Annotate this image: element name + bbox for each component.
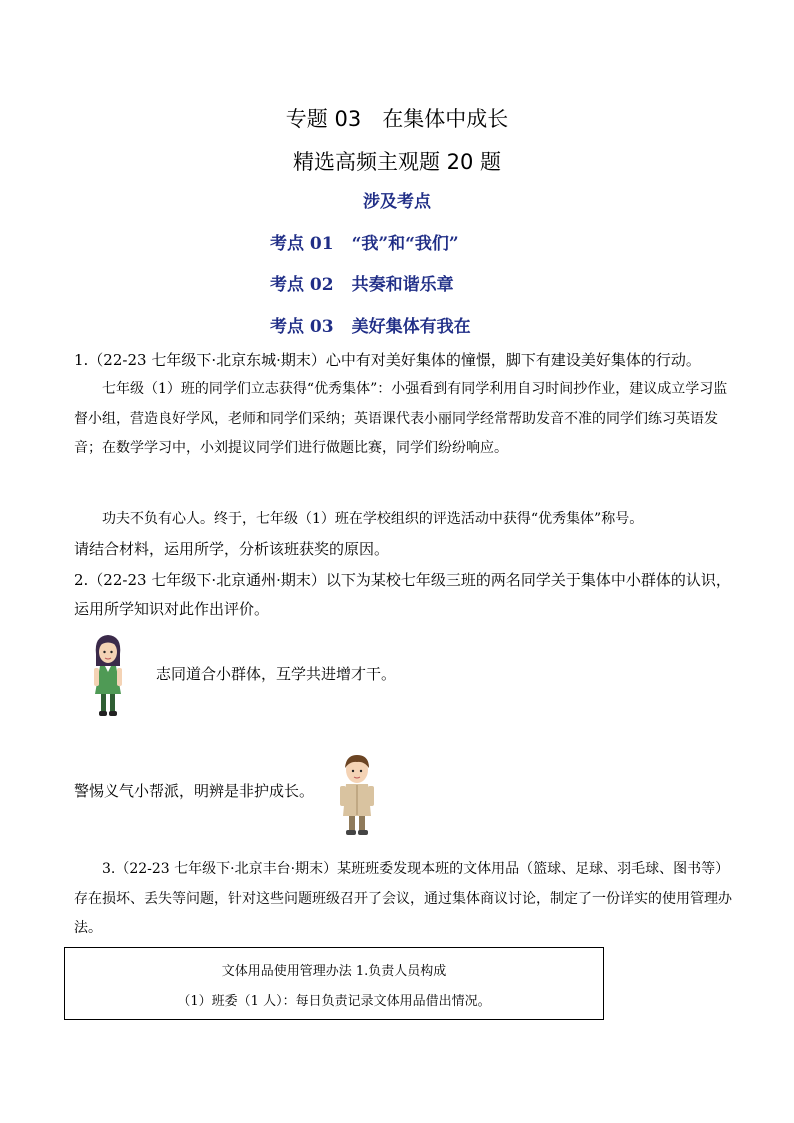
kaodian-item [270,229,459,254]
kaodian-text: “我”和“我们” [351,234,459,254]
kaodian-item [270,312,471,337]
document-subtitle: 精选高频主观题 20 题 [292,150,502,174]
kaodian-label: 考点 03 [270,317,334,337]
kaodian-text: 美好集体有我在 [351,317,471,337]
kaodian-text: 共奏和谐乐章 [351,275,454,295]
question-1-ask: 请结合材料，运用所学，分析该班获奖的原因。 [74,540,390,558]
kaodian-label: 考点 01 [270,234,334,254]
boy-speech: 警惕义气小帮派，明辨是非护成长。 [74,782,315,800]
boy-student-illustration [336,752,378,838]
section-heading: 涉及考点 [363,192,431,212]
girl-speech: 志同道合小群体，互学共进增才干。 [156,665,397,683]
question-2-stem: 2.（22-23 七年级下·北京通州·期末）以下为某校七年级三班的两名同学关于集体中小群体的认识，运用所学知识对此作出评价。 [74,571,731,618]
girl-face [99,641,117,663]
rules-box-line-1: 文体用品使用管理办法 1.负责人员构成 [221,964,447,979]
kaodian-label: 考点 02 [270,275,334,295]
question-1-material-2: 功夫不负有心人。终于，七年级（1）班在学校组织的评选活动中获得“优秀集体”称号。 [102,511,644,527]
rules-box-line-2: （1）班委（1 人）：每日负责记录文体用品借出情况。 [177,994,491,1009]
document-title: 专题 03 在集体中成长 [285,107,509,131]
kaodian-item [270,270,454,295]
question-3-stem: 3.（22-23 七年级下·北京丰台·期末）某班班委发现本班的文体用品（篮球、足球、羽毛球、图书等）存在损坏、丢失等问题，针对这些问题班级召开了会议，通过集体商议讨论，制定了一份详实的使用管理办法。 [74,861,732,936]
girl-student-illustration [88,632,128,720]
rules-box [64,947,604,1020]
question-1-material: 七年级（1）班的同学们立志获得“优秀集体”：小强看到有同学利用自习时间抄作业，建议成立学习监督小组，营造良好学风，老师和同学们采纳；英语课代表小丽同学经常帮助发音不准的同学们练习英语发音；在数学学习中，小刘提议同学们进行做题比赛，同学们纷纷响应。 [74,381,728,456]
question-1-stem: 1.（22-23 七年级下·北京东城·期末）心中有对美好集体的憧憬，脚下有建设美好集体的行动。 [74,351,701,369]
